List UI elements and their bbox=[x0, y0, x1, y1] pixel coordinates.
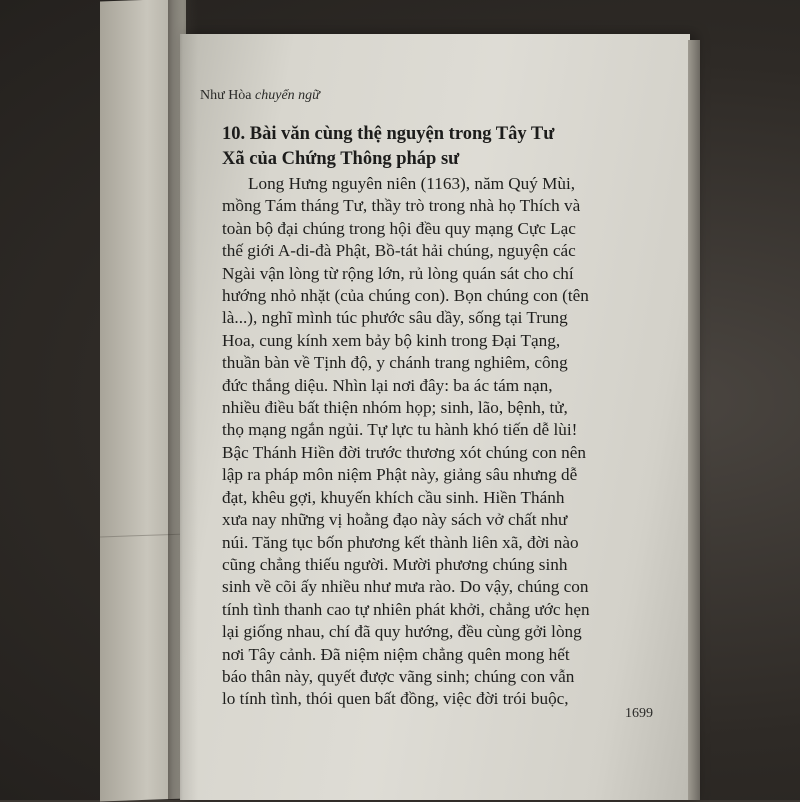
page-number: 1699 bbox=[625, 706, 653, 721]
body-line: Ngài vận lòng từ rộng lớn, rủ lòng quán sát cho chí bbox=[222, 263, 574, 283]
heading-line: Xã của Chứng Thông pháp sư bbox=[222, 149, 460, 169]
body-line: xưa nay những vị hoằng đạo này sách vở chất như bbox=[222, 510, 568, 530]
body-line: thuần bàn về Tịnh độ, y chánh trang nghiêm, công bbox=[222, 353, 568, 373]
header-author: Như Hòa bbox=[200, 88, 252, 103]
body-text bbox=[222, 173, 686, 711]
body-line: sinh về cõi ấy nhiều như mưa rào. Do vậy, chúng con bbox=[222, 577, 589, 597]
body-line: lo tính tình, thói quen bất đồng, việc đời trói buộc, bbox=[222, 689, 569, 709]
body-line: hướng nhỏ nhặt (của chúng con). Bọn chúng con (tên bbox=[222, 286, 589, 306]
body-line: thọ mạng ngắn ngủi. Tự lực tu hành khó tiến dễ lùi! bbox=[222, 420, 578, 440]
heading-line: 10. Bài văn cùng thệ nguyện trong Tây Tư bbox=[222, 124, 555, 144]
body-line: mồng Tám tháng Tư, thầy trò trong nhà họ Thích và bbox=[222, 196, 581, 216]
body-line: Bậc Thánh Hiền đời trước thương xót chúng con nên bbox=[222, 442, 586, 462]
body-line: Hoa, cung kính xem bảy bộ kinh trong Đại Tạng, bbox=[222, 330, 561, 350]
body-line: nhiều điều bất thiện nhóm họp; sinh, lão, bệnh, tử, bbox=[222, 398, 568, 418]
body-line: lại giống nhau, chí đã quy hướng, đều cùng gởi lòng bbox=[222, 622, 582, 642]
section-heading bbox=[222, 122, 684, 172]
page-edge bbox=[688, 40, 700, 800]
body-line: tính tình thanh cao tự nhiên phát khởi, chẳng ước hẹn bbox=[222, 599, 590, 619]
body-line: lập ra pháp môn niệm Phật này, giảng sâu nhưng dễ bbox=[222, 465, 578, 485]
body-line: là...), nghĩ mình túc phước sâu dầy, sống tại Trung bbox=[222, 308, 568, 328]
body-line: Long Hưng nguyên niên (1163), năm Quý Mùi, bbox=[248, 174, 576, 193]
body-line: báo thân này, quyết được vãng sinh; chúng con vẫn bbox=[222, 666, 575, 686]
body-line: nơi Tây cảnh. Đã niệm niệm chẳng quên mong hết bbox=[222, 644, 570, 664]
body-line: toàn bộ đại chúng trong hội đều quy mạng Cực Lạc bbox=[222, 218, 576, 238]
body-line: cũng chẳng thiếu người. Mười phương chúng sinh bbox=[222, 554, 568, 574]
running-header bbox=[200, 88, 320, 104]
body-line: núi. Tăng tục bốn phương kết thành liên xã, đời nào bbox=[222, 532, 579, 552]
book-gutter bbox=[168, 0, 198, 800]
body-line: thế giới A-di-đà Phật, Bồ-tát hải chúng, nguyện các bbox=[222, 241, 576, 261]
header-role: chuyển ngữ bbox=[255, 88, 320, 103]
body-line: đức thắng diệu. Nhìn lại nơi đây: ba ác tám nạn, bbox=[222, 375, 553, 395]
body-line: đạt, khêu gợi, khuyến khích cầu sinh. Hiền Thánh bbox=[222, 487, 565, 507]
